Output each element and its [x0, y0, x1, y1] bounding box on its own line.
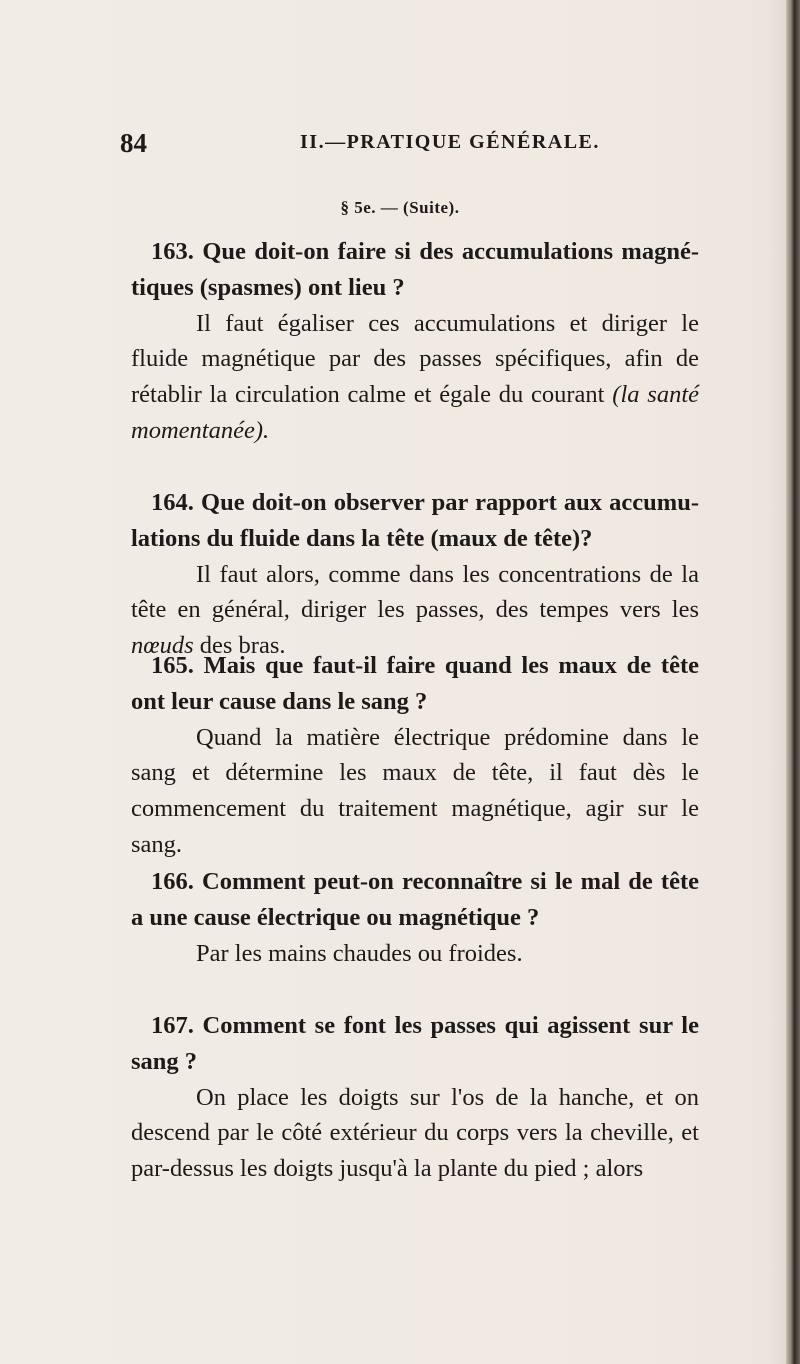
answer-163-italic: (la santé momentanée).: [131, 381, 699, 444]
entry-166: [131, 864, 699, 971]
running-header: [120, 128, 720, 160]
question-166: 166. Comment peut-on reconnaître si le mal de tête a une cause électrique ou magnétique ?: [131, 868, 699, 931]
answer-164-italic: nœuds: [131, 632, 194, 660]
question-167: 167. Comment se font les passes qui agissent sur le sang ?: [131, 1012, 699, 1075]
entry-167: [131, 1008, 699, 1187]
entry-164: [131, 485, 699, 664]
running-head-title: II.—PRATIQUE GÉNÉRALE.: [300, 131, 600, 153]
section-heading: § 5e. — (Suite).: [340, 198, 460, 217]
answer-164: Il faut alors, comme dans les concentrations de la tête en général, diriger les passes, des tempes vers les nœuds des bras.: [131, 560, 699, 660]
answer-165: Quand la matière électrique prédomine dans le sang et détermine les maux de tête, il faut dès le commencement du traitement magnétique, agir sur le sang.: [131, 723, 699, 858]
answer-166: Par les mains chaudes ou froides.: [196, 939, 523, 967]
entry-163: [131, 234, 699, 449]
question-163: 163. Que doit-on faire si des accumulations magné-tiques (spasmes) ont lieu ?: [131, 238, 699, 301]
answer-167: On place les doigts sur l'os de la hanche, et on descend par le côté extérieur du corps vers la cheville, et par-dessus les doigts jusqu'à la plante du pied ; alors: [131, 1083, 699, 1183]
entry-165: [131, 648, 699, 863]
question-164: 164. Que doit-on observer par rapport aux accumu-lations du fluide dans la tête (maux de tête)?: [131, 489, 699, 552]
page-number: 84: [120, 128, 147, 158]
answer-163: Il faut égaliser ces accumulations et diriger le fluide magnétique par des passes spécifiques, afin de rétablir la circulation calme et égale du courant (la santé momentanée).: [131, 309, 699, 444]
question-165: 165. Mais que faut-il faire quand les maux de tête ont leur cause dans le sang ?: [131, 652, 699, 715]
